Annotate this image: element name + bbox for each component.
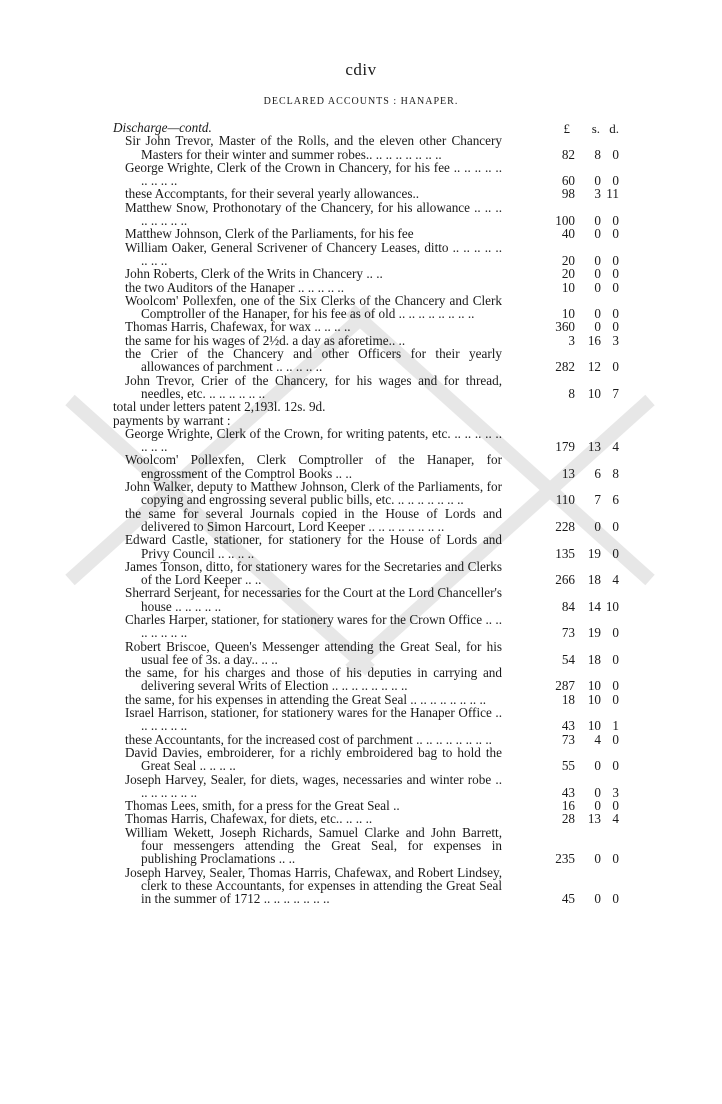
entry-description: Joseph Harvey, Sealer, for diets, wages, necessaries and winter robe .. .. .. .. .. .. .. (125, 771, 502, 800)
pence-value: 6 (612, 492, 619, 508)
pounds-value: 43 (561, 784, 575, 800)
ledger-row (113, 826, 623, 866)
entry-amount (553, 798, 619, 812)
pounds-value: 10 (561, 306, 575, 322)
pence-value: 11 (606, 186, 619, 202)
pence-value: 0 (612, 279, 619, 295)
pounds-value: 20 (561, 266, 575, 282)
entry-description: these Accountants, for the increased cost of parchment .. .. .. .. .. .. .. .. (125, 731, 492, 747)
entry-amount (553, 546, 619, 560)
entry-description: John Roberts, Clerk of the Writs in Chancery .. .. (125, 266, 383, 282)
entry-description: Matthew Johnson, Clerk of the Parliaments, for his fee (125, 226, 414, 242)
pence-value: 1 (612, 718, 619, 734)
pence-value: 3 (612, 784, 619, 800)
shillings-value: 13 (587, 439, 601, 455)
shillings-value: 3 (594, 186, 601, 202)
entry-description: Robert Briscoe, Queen's Messenger attending the Great Seal, for his usual fee of 3s. a day.. .. .. (125, 638, 502, 667)
entry-description: William Wekett, Joseph Richards, Samuel Clarke and John Barrett, four messengers attending the Great Seal, for expenses in publishing Proclamations .. .. (125, 824, 502, 867)
entry-amount (553, 333, 619, 347)
shillings-value: 12 (587, 359, 601, 375)
pounds-value: 110 (555, 492, 575, 508)
entry-description: Sherrard Serjeant, for necessaries for the Court at the Lord Chanceller's house .. .. .. .. .. (125, 585, 502, 614)
entry-description: David Davies, embroiderer, for a richly embroidered bag to hold the Great Seal .. .. .. .. (125, 744, 502, 774)
entry-amount (553, 267, 619, 281)
entry-description: the same for several Journals copied in the House of Lords and delivered to Simon Harcourt, Lord Keeper .. .. .. .. .. .. .. .. (125, 505, 502, 534)
pence-value: 0 (612, 266, 619, 282)
shillings-value: 0 (594, 518, 601, 534)
ledger-row (113, 320, 623, 333)
entry-description: Charles Harper, stationer, for stationery wares for the Crown Office .. .. .. .. .. .. .. (125, 611, 502, 641)
pence-value: 0 (612, 731, 619, 747)
entry-amount (553, 227, 619, 241)
entry-amount (553, 599, 619, 613)
entry-amount (553, 626, 619, 640)
pence-value: 0 (612, 758, 619, 774)
entry-amount (553, 852, 619, 866)
entry-description: Matthew Snow, Prothonotary of the Chancery, for his allowance .. .. .. .. .. .. .. .. (125, 199, 502, 229)
shillings-value: 0 (594, 213, 601, 229)
entry-description: George Wrighte, Clerk of the Crown in Chancery, for his fee .. .. .. .. .. .. .. .. .. (125, 159, 502, 189)
entry-description: Edward Castle, stationer, for stationery for the House of Lords and Privy Council .. .. .. .. (125, 532, 502, 561)
pence-value: 0 (612, 798, 619, 814)
pounds-value: 20 (561, 252, 575, 268)
pounds-value: 287 (555, 678, 575, 694)
shillings-value: 18 (587, 572, 601, 588)
pounds-value: 82 (561, 146, 575, 162)
ledger-row (113, 799, 623, 812)
shillings-value: 0 (594, 266, 601, 282)
entry-amount (553, 519, 619, 533)
ledger-row (113, 480, 623, 507)
ledger-row (113, 613, 623, 640)
pounds-value: 98 (561, 186, 575, 202)
ledger-row (113, 640, 623, 667)
entry-description: the Crier of the Chancery and other Officers for their yearly allowances of parchment .. .. .. .. .. (125, 346, 502, 375)
pounds-value: 135 (555, 545, 575, 561)
shillings-value: 10 (587, 691, 601, 707)
pounds-value: 100 (555, 213, 575, 229)
entry-amount (553, 213, 619, 227)
pence-value: 10 (605, 598, 619, 614)
pence-value: 7 (612, 385, 619, 401)
section-heading (113, 400, 623, 413)
entry-amount (553, 253, 619, 267)
entry-description: Thomas Harris, Chafewax, for diets, etc.. .. .. .. (125, 811, 373, 827)
ledger-row (113, 347, 623, 374)
pence-value: 0 (612, 146, 619, 162)
ledger-row (113, 746, 623, 773)
ledger-row (113, 586, 623, 613)
ledger-row (113, 866, 623, 906)
pence-value: 8 (612, 465, 619, 481)
pounds-value: 84 (561, 598, 575, 614)
entry-amount (553, 572, 619, 586)
shillings-value: 10 (587, 385, 601, 401)
pence-value: 0 (612, 252, 619, 268)
shillings-value: 0 (594, 279, 601, 295)
entry-description: William Oaker, General Scrivener of Chancery Leases, ditto .. .. .. .. .. .. .. .. (125, 239, 502, 268)
entry-description: total under letters patent 2,193l. 12s. 9d. (113, 399, 326, 415)
ledger-row (113, 294, 623, 321)
shillings-value: 0 (594, 798, 601, 814)
pence-value: 0 (612, 851, 619, 867)
entry-amount (553, 892, 619, 906)
pence-value: 0 (612, 173, 619, 189)
entry-description: Sir John Trevor, Master of the Rolls, and the eleven other Chancery Masters for their winter and summer robes.. .. .. .. .. .. .. .. (125, 133, 502, 162)
pounds-value: 13 (561, 465, 575, 481)
shillings-value: 4 (594, 731, 601, 747)
shillings-value: 8 (594, 146, 601, 162)
pence-value: 0 (612, 359, 619, 375)
entry-description: James Tonson, ditto, for stationery wares for the Secretaries and Clerks of the Lord Keeper .. .. (125, 558, 502, 588)
entry-description: Thomas Harris, Chafewax, for wax .. .. .. .. (125, 319, 351, 335)
entry-amount (553, 386, 619, 400)
pounds-value: 60 (561, 173, 575, 189)
pence-value: 0 (612, 891, 619, 907)
pounds-value: 228 (555, 518, 575, 534)
ledger-row (113, 706, 623, 733)
pence-value: 4 (612, 811, 619, 827)
shillings-value: 6 (594, 465, 601, 481)
shillings-value: 18 (587, 651, 601, 667)
entry-amount (553, 785, 619, 799)
entry-amount (553, 147, 619, 161)
entry-amount (553, 652, 619, 666)
shillings-value: 19 (587, 545, 601, 561)
pounds-value: 16 (561, 798, 575, 814)
shillings-value: 10 (587, 678, 601, 694)
running-head: DECLARED ACCOUNTS : HANAPER. (263, 96, 459, 107)
entry-amount (553, 187, 619, 201)
ledger-row (113, 773, 623, 800)
pence-value: 0 (612, 306, 619, 322)
shillings-value: 0 (594, 173, 601, 189)
shillings-value: 14 (587, 598, 601, 614)
pounds-value: 73 (561, 731, 575, 747)
entry-amount (553, 692, 619, 706)
shillings-header: s. (591, 121, 600, 136)
ledger-row (113, 161, 623, 188)
entry-amount (553, 320, 619, 334)
ledger-row (113, 134, 623, 161)
pounds-value: 54 (561, 651, 575, 667)
entry-description: John Walker, deputy to Matthew Johnson, Clerk of the Parliaments, for copying and engrossing several public bills, etc. .. .. .. .. .. .. .. (125, 479, 502, 508)
shillings-value: 0 (594, 319, 601, 335)
ledger-row (113, 693, 623, 706)
entry-description: these Accomptants, for their several yearly allowances.. (125, 186, 420, 202)
pounds-value: 40 (561, 226, 575, 242)
ledger-row (113, 334, 623, 347)
pounds-value: 3 (568, 332, 575, 348)
section-heading (113, 121, 623, 134)
entry-description: Thomas Lees, smith, for a press for the Great Seal .. (125, 798, 400, 814)
entry-description: George Wrighte, Clerk of the Crown, for writing patents, etc. .. .. .. .. .. .. .. .. (125, 425, 502, 455)
pounds-value: 43 (561, 718, 575, 734)
entry-amount (553, 360, 619, 374)
ledger-row (113, 267, 623, 280)
section-heading (113, 414, 623, 427)
shillings-value: 0 (594, 252, 601, 268)
pence-value: 0 (612, 691, 619, 707)
entry-description: the same, for his expenses in attending the Great Seal .. .. .. .. .. .. .. .. (125, 691, 487, 707)
page-number: cdiv (345, 60, 377, 79)
shillings-value: 13 (587, 811, 601, 827)
pence-value: 0 (612, 518, 619, 534)
entry-description: the same for his wages of 2½d. a day as aforetime.. .. (125, 332, 406, 348)
entry-amount (553, 719, 619, 733)
pence-value: 0 (612, 651, 619, 667)
ledger-row (113, 507, 623, 534)
ledger-row (113, 201, 623, 228)
pence-header: d. (609, 121, 619, 136)
pounds-value: 266 (555, 572, 575, 588)
pence-value: 0 (612, 213, 619, 229)
pence-value: 0 (612, 545, 619, 561)
pounds-value: 10 (561, 279, 575, 295)
shillings-value: 0 (594, 226, 601, 242)
pounds-value: 179 (555, 439, 575, 455)
entry-description: the same, for his charges and those of his deputies in carrying and delivering several Writs of Election .. .. .. .. .. .. .. .. (125, 665, 502, 694)
pence-value: 0 (612, 319, 619, 335)
ledger-row (113, 453, 623, 480)
shillings-value: 0 (594, 306, 601, 322)
ledger-row (113, 187, 623, 200)
ledger-entries (113, 121, 623, 906)
ledger-row (113, 812, 623, 825)
ledger-row (113, 374, 623, 401)
entry-description: Woolcom' Pollexfen, Clerk Comptroller of the Hanaper, for engrossment of the Comptrol Books .. .. (125, 452, 502, 481)
shillings-value: 0 (594, 851, 601, 867)
entry-amount (553, 439, 619, 453)
shillings-value: 0 (594, 784, 601, 800)
pounds-value: 282 (555, 359, 575, 375)
pence-value: 0 (612, 226, 619, 242)
ledger-row (113, 227, 623, 240)
entry-description: Israel Harrison, stationer, for stationery wares for the Hanaper Office .. .. .. .. .. .. (125, 705, 502, 734)
pounds-value: 73 (561, 625, 575, 641)
ledger-row (113, 241, 623, 268)
entry-amount (553, 306, 619, 320)
pence-value: 0 (612, 625, 619, 641)
ledger-row (113, 666, 623, 693)
pounds-value: 18 (561, 691, 575, 707)
pounds-value: 55 (561, 758, 575, 774)
entry-description: payments by warrant : (113, 412, 231, 428)
ledger-row (113, 427, 623, 454)
ledger-row (113, 560, 623, 587)
entry-description: John Trevor, Crier of the Chancery, for his wages and for thread, needles, etc. .. .. .. .. .. .. (125, 372, 502, 401)
pounds-value: 45 (561, 891, 575, 907)
entry-description: Woolcom' Pollexfen, one of the Six Clerks of the Chancery and Clerk Comptroller of the Hanaper, for his fee as of old .. .. .. .. .. .. .. .. (125, 292, 502, 322)
pounds-value: 28 (561, 811, 575, 827)
entry-amount (553, 493, 619, 507)
shillings-value: 10 (587, 718, 601, 734)
entry-description: Discharge—contd. (113, 120, 212, 135)
shillings-value: 0 (594, 891, 601, 907)
shillings-value: 0 (594, 758, 601, 774)
entry-amount (553, 732, 619, 746)
pence-value: 4 (612, 572, 619, 588)
pounds-value: 8 (568, 385, 575, 401)
entry-amount (553, 466, 619, 480)
ledger-row (113, 733, 623, 746)
shillings-value: 7 (594, 492, 601, 508)
pounds-value: 235 (555, 851, 575, 867)
shillings-value: 19 (587, 625, 601, 641)
pence-value: 3 (612, 332, 619, 348)
entry-description: the two Auditors of the Hanaper .. .. .. .. .. (125, 279, 345, 295)
entry-amount (553, 759, 619, 773)
ledger-row (113, 533, 623, 560)
entry-amount (553, 812, 619, 826)
entry-amount (553, 280, 619, 294)
pounds-value: 360 (555, 319, 575, 335)
pence-value: 4 (612, 439, 619, 455)
pounds-header: £ (563, 121, 570, 136)
entry-amount (553, 679, 619, 693)
shillings-value: 16 (587, 332, 601, 348)
entry-amount (553, 173, 619, 187)
pence-value: 0 (612, 678, 619, 694)
ledger-row (113, 281, 623, 294)
entry-description: Joseph Harvey, Sealer, Thomas Harris, Chafewax, and Robert Lindsey, clerk to these Accountants, for expenses in attending the Great Seal in the summer of 1712 .. .. .. .. .. .. .. (125, 864, 502, 907)
